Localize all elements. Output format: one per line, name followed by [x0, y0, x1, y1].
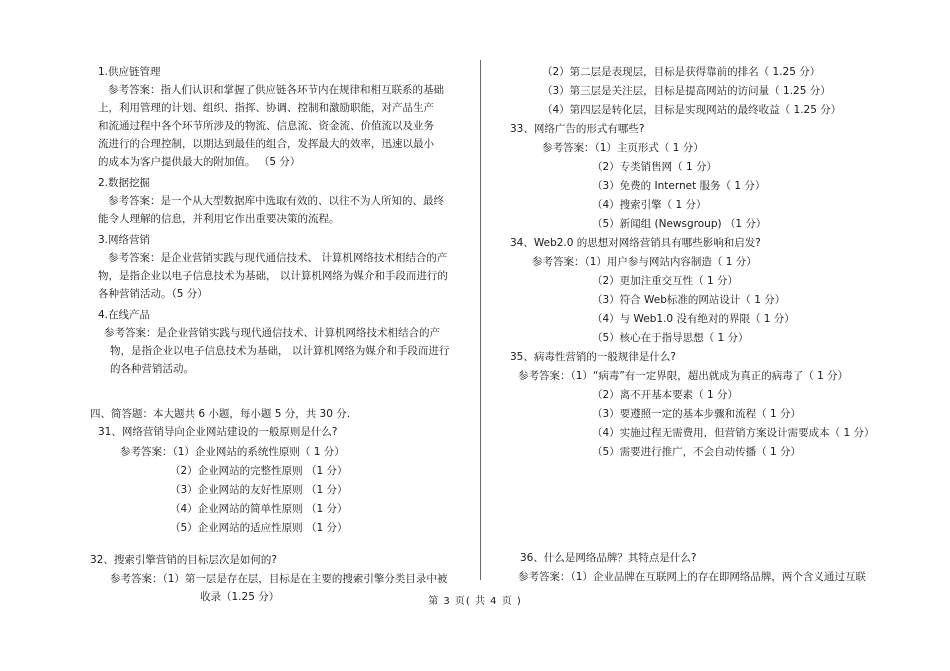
- answer-item: （5）新闻组 (Newsgroup) （1 分）: [592, 218, 767, 230]
- answer-text: 物，是指企业以电子信息技术为基础， 以计算机网络为媒介和手段而进行的: [98, 270, 448, 282]
- answer-item: （5）需要进行推广，不会自动传播（ 1 分）: [592, 446, 802, 458]
- section-title: 3.网络营销: [98, 234, 151, 246]
- answer-item: （4）实施过程无需费用，但营销方案设计需要成本（ 1 分）: [592, 427, 875, 439]
- answer-text: 能令人理解的信息，并利用它作出重要决策的流程。: [98, 213, 340, 225]
- answer-text: 参考答案：是一个从大型数据库中选取有效的、以往不为人所知的、最终: [108, 195, 444, 207]
- answer-item: （3）符合 Web标准的网站设计（ 1 分）: [592, 294, 786, 306]
- part-heading: 四、简答题：本大题共 6 小题，每小题 5 分，共 30 分.: [90, 408, 351, 420]
- question-title: 35、病毒性营销的一般规律是什么?: [510, 351, 676, 363]
- answer-text: 物，是指企业以电子信息技术为基础， 以计算机网络为媒介和手段而进行: [110, 345, 450, 357]
- answer-item: （3）第三层是关注层，目标是提高网站的访问量（ 1.25 分）: [542, 85, 831, 97]
- answer-item: 参考答案：（1）企业网站的系统性原则（ 1 分）: [120, 446, 345, 458]
- answer-item: （2）企业网站的完整性原则 （1 分）: [170, 465, 348, 477]
- answer-text: 的各种营销活动。: [110, 363, 194, 375]
- question-title: 32、搜索引擎营销的目标层次是如何的?: [90, 554, 277, 566]
- answer-item: 收录（1.25 分）: [200, 591, 280, 603]
- answer-item: 参考答案：（1）企业品牌在互联网上的存在即网络品牌，两个含义通过互联: [518, 571, 866, 583]
- answer-item: （4）与 Web1.0 没有绝对的界限（ 1 分）: [592, 313, 795, 325]
- answer-text: 参考答案：是企业营销实践与现代通信技术、 计算机网络技术相结合的产: [108, 252, 448, 264]
- answer-text: 上，利用管理的计划、组织、指挥、协调、控制和激励职能，对产品生产: [98, 102, 434, 114]
- answer-item: （4）第四层是转化层，目标是实现网站的最终收益（ 1.25 分）: [542, 104, 842, 116]
- answer-item: （4）搜索引擎（ 1 分）: [592, 199, 707, 211]
- section-title: 2.数据挖掘: [98, 177, 151, 189]
- answer-text: 流进行的合理控制，以期达到最佳的组合，发挥最大的效率，迅速以最小: [98, 138, 434, 150]
- answer-item: 参考答案：（1）“病毒”有一定界限，超出就成为真正的病毒了（ 1 分）: [518, 370, 849, 382]
- answer-item: （2）更加注重交互性（ 1 分）: [592, 275, 739, 287]
- answer-item: （3）免费的 Internet 服务（ 1 分）: [592, 180, 766, 192]
- question-title: 31、网络营销导向企业网站建设的一般原则是什么?: [98, 426, 338, 438]
- answer-text: 的成本为客户提供最大的附加值。 （5 分）: [98, 156, 301, 168]
- answer-item: 参考答案：（1）用户参与网站内容制造（ 1 分）: [532, 256, 757, 268]
- answer-item: （5）企业网站的适应性原则 （1 分）: [170, 522, 348, 534]
- answer-item: （3）企业网站的友好性原则 （1 分）: [170, 484, 348, 496]
- answer-item: 参考答案：（1）主页形式（ 1 分）: [542, 142, 704, 154]
- answer-item: 参考答案：（1）第一层是存在层，目标是在主要的搜索引擎分类目录中被: [110, 573, 448, 585]
- column-divider: [480, 60, 481, 580]
- section-title: 1.供应链管理: [98, 66, 161, 78]
- answer-text: 各种营销活动。（5 分）: [98, 288, 208, 300]
- answer-item: （4）企业网站的简单性原则 （1 分）: [170, 503, 348, 515]
- section-title: 4.在线产品: [98, 309, 151, 321]
- question-title: 36、什么是网络品牌？其特点是什么?: [520, 552, 697, 564]
- answer-item: （3）要遵照一定的基本步骤和流程（ 1 分）: [592, 408, 802, 420]
- answer-text: 参考答案：指人们认识和掌握了供应链各环节内在规律和相互联系的基础: [108, 84, 444, 96]
- answer-text: 和流通过程中各个环节所涉及的物流、信息流、资金流、价值流以及业务: [98, 120, 434, 132]
- answer-item: （2）第二层是表现层，目标是获得靠前的排名（ 1.25 分）: [542, 66, 821, 78]
- answer-text: 参考答案：是企业营销实践与现代通信技术、计算机网络技术相结合的产: [104, 327, 440, 339]
- answer-item: （2）离不开基本要素（ 1 分）: [592, 389, 739, 401]
- answer-item: （5）核心在于指导思想（ 1 分）: [592, 332, 749, 344]
- page-footer: 第 3 页( 共 4 页 ): [428, 596, 522, 607]
- question-title: 34、Web2.0 的思想对网络营销具有哪些影响和启发?: [510, 237, 761, 249]
- question-title: 33、网络广告的形式有哪些?: [510, 123, 645, 135]
- answer-item: （2）专类销售网（ 1 分）: [592, 161, 718, 173]
